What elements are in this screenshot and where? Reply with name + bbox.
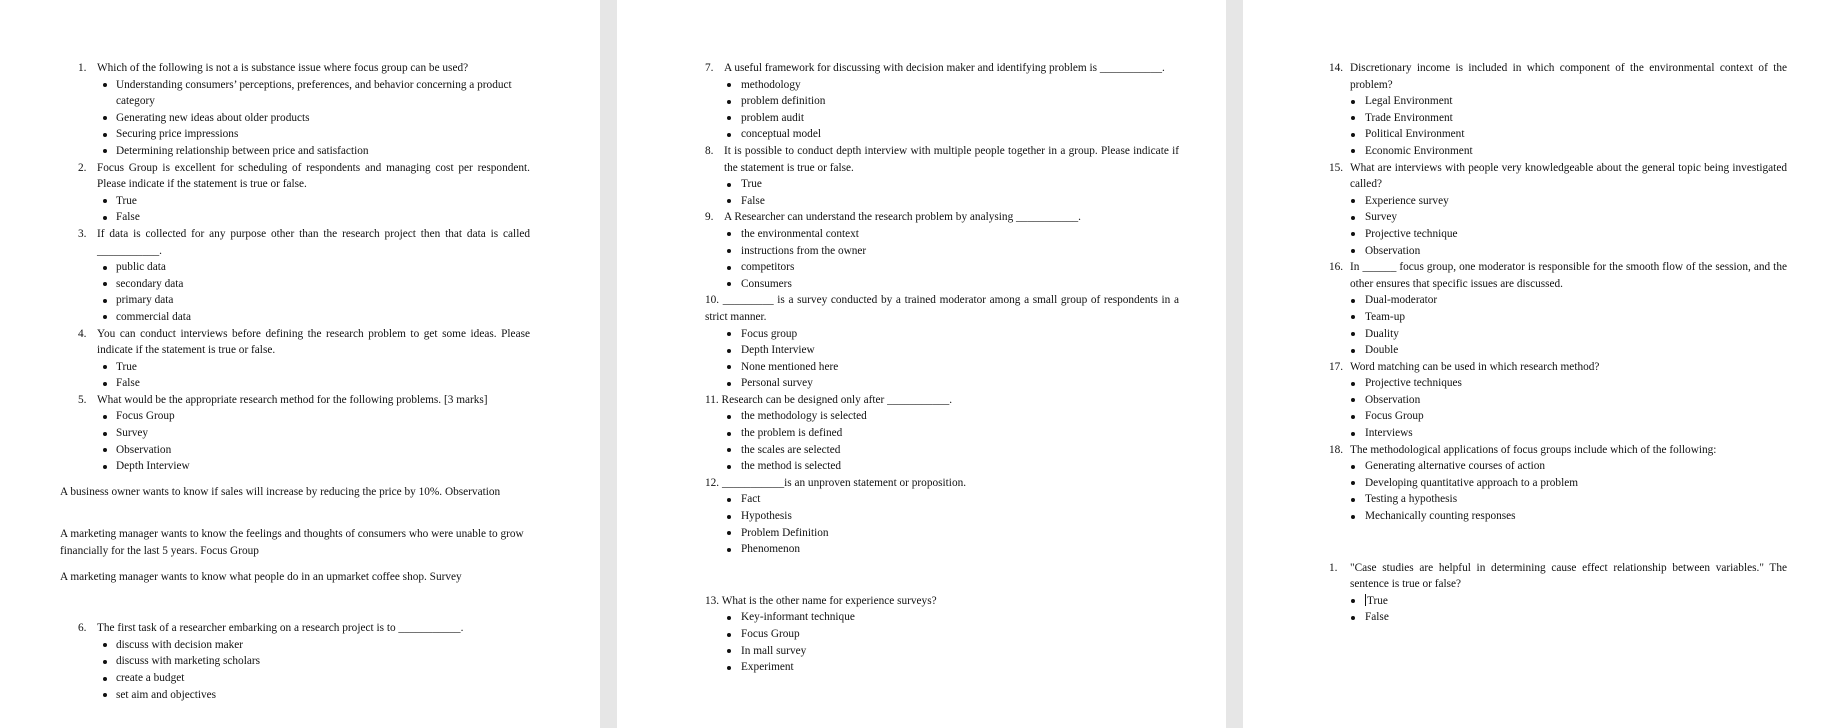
question-text[interactable]: It is possible to conduct depth interview with multiple people together in a group. Please indicate if the statement is true or false. bbox=[724, 144, 1179, 174]
option-item[interactable]: Generating alternative courses of action bbox=[1329, 458, 1787, 475]
option-item[interactable]: the problem is defined bbox=[705, 425, 1179, 442]
question-5 bbox=[60, 392, 530, 475]
option-list bbox=[1329, 458, 1787, 524]
question-number: 18. bbox=[1329, 443, 1344, 456]
document-page-2 bbox=[617, 0, 1226, 728]
option-item[interactable]: primary data bbox=[60, 292, 530, 309]
question-text[interactable]: What would be the appropriate research method for the following problems. [3 marks] bbox=[97, 393, 488, 406]
option-list bbox=[60, 77, 530, 160]
option-item[interactable]: False bbox=[60, 209, 530, 226]
option-item[interactable]: Key-informant technique bbox=[705, 609, 1179, 626]
option-label: True bbox=[1367, 594, 1388, 607]
option-item[interactable]: the method is selected bbox=[705, 458, 1179, 475]
question-number: 16. bbox=[1329, 261, 1344, 274]
question-number: 12. bbox=[705, 476, 720, 489]
option-list bbox=[705, 326, 1179, 392]
question-1 bbox=[60, 60, 530, 160]
option-list bbox=[705, 77, 1179, 143]
option-item[interactable]: Observation bbox=[1329, 392, 1787, 409]
option-item[interactable]: Focus Group bbox=[1329, 408, 1787, 425]
option-item[interactable]: None mentioned here bbox=[705, 359, 1179, 376]
option-item[interactable]: problem audit bbox=[705, 110, 1179, 127]
page-2-content bbox=[705, 60, 1179, 676]
question-text[interactable]: ___________is an unproven statement or proposition. bbox=[721, 476, 967, 489]
option-item[interactable]: secondary data bbox=[60, 276, 530, 293]
paragraph-problem-1[interactable]: A business owner wants to know if sales will increase by reducing the price by 10%. Observation bbox=[60, 485, 501, 498]
option-item[interactable]: Understanding consumers’ perceptions, preferences, and behavior concerning a product category bbox=[60, 77, 530, 110]
option-list bbox=[60, 193, 530, 226]
option-item[interactable]: discuss with marketing scholars bbox=[60, 653, 530, 670]
paragraph-problem-2[interactable]: A marketing manager wants to know the feelings and thoughts of consumers who were unable to grow financially for the last 5 years. Focus Group bbox=[60, 528, 524, 558]
option-item[interactable]: Depth Interview bbox=[60, 458, 530, 475]
option-item[interactable]: Focus Group bbox=[705, 626, 1179, 643]
question-b1 bbox=[1329, 560, 1787, 626]
option-list bbox=[705, 408, 1179, 474]
option-item[interactable]: Projective technique bbox=[1329, 226, 1787, 243]
paragraph-problem-3[interactable]: A marketing manager wants to know what people do in an upmarket coffee shop. Survey bbox=[60, 570, 462, 583]
question-number: 13. bbox=[705, 594, 720, 607]
question-11 bbox=[705, 392, 1179, 475]
document-page-3 bbox=[1243, 0, 1837, 728]
option-list bbox=[705, 226, 1179, 292]
option-item[interactable]: Mechanically counting responses bbox=[1329, 508, 1787, 525]
option-item[interactable]: commercial data bbox=[60, 309, 530, 326]
question-number: 1. bbox=[1329, 561, 1338, 574]
option-item[interactable]: Trade Environment bbox=[1329, 110, 1787, 127]
option-list bbox=[60, 259, 530, 325]
option-item[interactable]: Focus Group bbox=[60, 408, 530, 425]
option-item[interactable]: problem definition bbox=[705, 93, 1179, 110]
option-item-with-cursor[interactable] bbox=[1329, 593, 1787, 610]
option-item[interactable]: discuss with decision maker bbox=[60, 637, 530, 654]
option-item[interactable]: Experience survey bbox=[1329, 193, 1787, 210]
option-item[interactable]: the scales are selected bbox=[705, 442, 1179, 459]
question-3 bbox=[60, 226, 530, 326]
question-8 bbox=[705, 143, 1179, 209]
option-item[interactable]: competitors bbox=[705, 259, 1179, 276]
option-item[interactable]: Personal survey bbox=[705, 375, 1179, 392]
option-list bbox=[1329, 593, 1787, 626]
option-list bbox=[60, 637, 530, 703]
option-item[interactable]: Observation bbox=[1329, 243, 1787, 260]
question-text[interactable]: If data is collected for any purpose other than the research project then that data is called ___________. bbox=[97, 227, 530, 257]
question-18 bbox=[1329, 442, 1787, 525]
option-item[interactable]: instructions from the owner bbox=[705, 243, 1179, 260]
option-list bbox=[705, 491, 1179, 557]
option-item[interactable]: Duality bbox=[1329, 326, 1787, 343]
option-item[interactable]: the environmental context bbox=[705, 226, 1179, 243]
option-item[interactable]: Hypothesis bbox=[705, 508, 1179, 525]
page-1-content bbox=[60, 60, 530, 703]
option-list bbox=[1329, 292, 1787, 358]
question-number: 10. bbox=[705, 294, 720, 307]
question-number: 5. bbox=[78, 393, 87, 406]
text-cursor bbox=[1365, 594, 1366, 606]
option-item[interactable]: Projective techniques bbox=[1329, 375, 1787, 392]
option-item[interactable]: Double bbox=[1329, 342, 1787, 359]
question-14 bbox=[1329, 60, 1787, 160]
option-list bbox=[1329, 375, 1787, 441]
option-list bbox=[705, 176, 1179, 209]
question-12 bbox=[705, 475, 1179, 558]
question-number: 17. bbox=[1329, 360, 1344, 373]
option-list bbox=[60, 408, 530, 474]
question-number: 8. bbox=[705, 144, 714, 157]
option-item[interactable]: True bbox=[60, 359, 530, 376]
option-item[interactable]: True bbox=[60, 193, 530, 210]
option-item[interactable]: Generating new ideas about older products bbox=[60, 110, 530, 127]
option-item[interactable]: Experiment bbox=[705, 659, 1179, 676]
option-item[interactable]: False bbox=[1329, 609, 1787, 626]
option-item[interactable]: Survey bbox=[60, 425, 530, 442]
option-item[interactable]: Team-up bbox=[1329, 309, 1787, 326]
option-item[interactable]: Fact bbox=[705, 491, 1179, 508]
question-text[interactable]: What is the other name for experience surveys? bbox=[721, 594, 937, 607]
question-number: 6. bbox=[78, 622, 87, 635]
option-item[interactable]: methodology bbox=[705, 77, 1179, 94]
question-text[interactable]: Focus Group is excellent for scheduling of respondents and managing cost per respondent. Please indicate if the statement is true or false. bbox=[97, 161, 530, 191]
option-item[interactable]: Determining relationship between price and satisfaction bbox=[60, 143, 530, 160]
question-number: 3. bbox=[78, 227, 87, 240]
document-page-1 bbox=[0, 0, 600, 728]
page-gutter bbox=[1226, 0, 1243, 728]
page-3-content bbox=[1329, 60, 1787, 626]
question-2 bbox=[60, 160, 530, 226]
question-9 bbox=[705, 209, 1179, 292]
option-item[interactable]: False bbox=[705, 193, 1179, 210]
option-item[interactable]: Economic Environment bbox=[1329, 143, 1787, 160]
question-6 bbox=[60, 620, 530, 703]
page-gutter bbox=[600, 0, 617, 728]
option-item[interactable]: Political Environment bbox=[1329, 126, 1787, 143]
option-item[interactable]: In mall survey bbox=[705, 643, 1179, 660]
option-list bbox=[705, 609, 1179, 675]
question-number: 15. bbox=[1329, 161, 1344, 174]
question-number: 2. bbox=[78, 161, 87, 174]
question-number: 1. bbox=[78, 62, 87, 74]
question-number: 4. bbox=[78, 327, 87, 340]
question-number: 9. bbox=[705, 211, 714, 224]
option-item[interactable]: Testing a hypothesis bbox=[1329, 491, 1787, 508]
question-number: 7. bbox=[705, 62, 714, 74]
option-list bbox=[60, 359, 530, 392]
option-item[interactable]: Developing quantitative approach to a problem bbox=[1329, 475, 1787, 492]
option-list bbox=[1329, 93, 1787, 159]
question-10 bbox=[705, 292, 1179, 392]
option-item[interactable]: False bbox=[60, 375, 530, 392]
question-text[interactable]: The methodological applications of focus groups include which of the following: bbox=[1350, 443, 1717, 456]
option-item[interactable]: set aim and objectives bbox=[60, 687, 530, 704]
option-item[interactable]: Dual-moderator bbox=[1329, 292, 1787, 309]
option-item[interactable]: Problem Definition bbox=[705, 525, 1179, 542]
option-item[interactable]: Depth Interview bbox=[705, 342, 1179, 359]
question-text[interactable]: "Case studies are helpful in determining cause effect relationship between variables." The sentence is true or false? bbox=[1350, 561, 1787, 591]
option-item[interactable]: Phenomenon bbox=[705, 541, 1179, 558]
question-text[interactable]: A useful framework for discussing with decision maker and identifying problem is ___________. bbox=[724, 62, 1165, 74]
question-4 bbox=[60, 326, 530, 392]
question-text[interactable]: A Researcher can understand the research problem by analysing ___________. bbox=[724, 211, 1081, 224]
option-item[interactable]: public data bbox=[60, 259, 530, 276]
question-text[interactable]: Discretionary income is included in which component of the environmental context of the problem? bbox=[1350, 62, 1787, 91]
option-item[interactable]: create a budget bbox=[60, 670, 530, 687]
option-item[interactable]: Legal Environment bbox=[1329, 93, 1787, 110]
option-item[interactable]: Survey bbox=[1329, 209, 1787, 226]
option-item[interactable]: Observation bbox=[60, 442, 530, 459]
option-list bbox=[1329, 193, 1787, 259]
question-text[interactable]: What are interviews with people very knowledgeable about the general topic being investigated called? bbox=[1350, 161, 1787, 191]
question-16 bbox=[1329, 259, 1787, 359]
question-15 bbox=[1329, 160, 1787, 260]
question-text[interactable]: Research can be designed only after ___________. bbox=[721, 393, 953, 406]
question-text[interactable]: In ______ focus group, one moderator is responsible for the smooth flow of the session, and the other ensures that specific issues are discussed. bbox=[1350, 261, 1787, 290]
option-item[interactable]: Interviews bbox=[1329, 425, 1787, 442]
option-item[interactable]: Focus group bbox=[705, 326, 1179, 343]
question-text[interactable]: The first task of a researcher embarking on a research project is to ___________. bbox=[97, 622, 464, 635]
option-item[interactable]: Securing price impressions bbox=[60, 126, 530, 143]
question-17 bbox=[1329, 359, 1787, 442]
question-text[interactable]: Word matching can be used in which research method? bbox=[1350, 360, 1600, 373]
question-text[interactable]: You can conduct interviews before defining the research problem to get some ideas. Please indicate if the statement is true or false. bbox=[97, 327, 530, 357]
question-13 bbox=[705, 593, 1179, 676]
question-7 bbox=[705, 60, 1179, 143]
question-number: 14. bbox=[1329, 62, 1344, 74]
option-item[interactable]: conceptual model bbox=[705, 126, 1179, 143]
question-text[interactable]: _________ is a survey conducted by a trained moderator among a small group of respondents in a strict manner. bbox=[705, 294, 1179, 323]
question-number: 11. bbox=[705, 393, 719, 406]
option-item[interactable]: Consumers bbox=[705, 276, 1179, 293]
option-item[interactable]: True bbox=[705, 176, 1179, 193]
option-item[interactable]: the methodology is selected bbox=[705, 408, 1179, 425]
question-text[interactable]: Which of the following is not a is substance issue where focus group can be used? bbox=[97, 62, 469, 74]
